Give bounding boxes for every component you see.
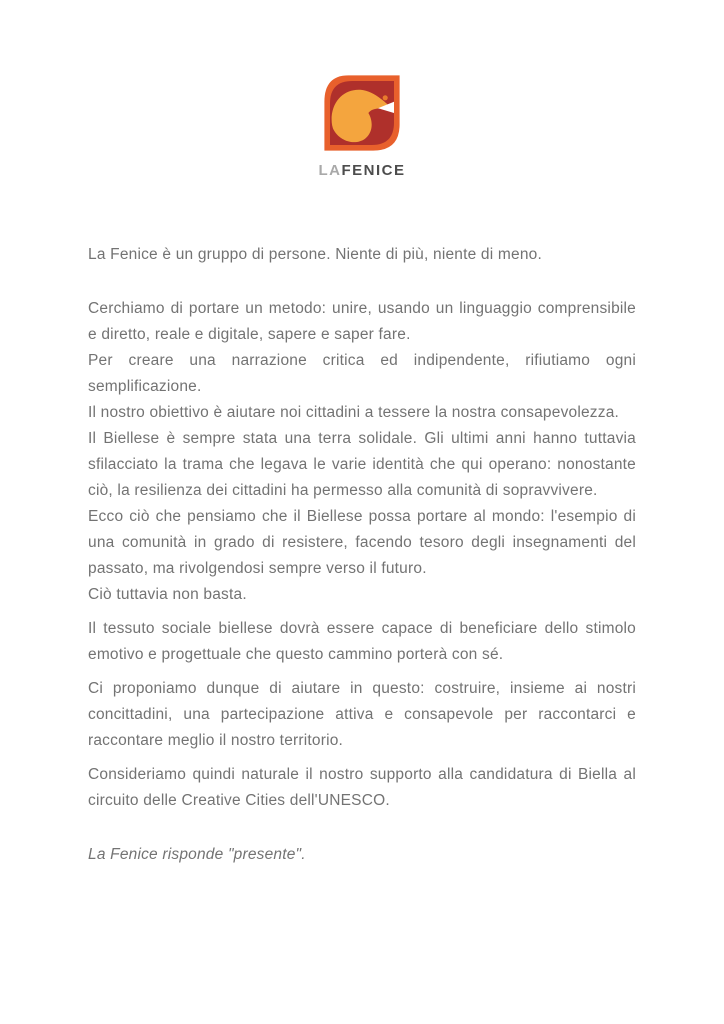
paragraph-tessuto: Il tessuto sociale biellese dovrà essere capace di beneficiare dello stimolo emotivo e progettuale che questo cammino porterà con sé. bbox=[88, 620, 636, 663]
logo bbox=[0, 0, 724, 180]
logo-wordmark-la: LA bbox=[318, 162, 342, 179]
paragraph-unesco: Consideriamo quindi naturale il nostro supporto alla candidatura di Biella al circuito delle Creative Cities dell'UNESCO. bbox=[88, 766, 636, 809]
logo-wordmark-fenice: FENICE bbox=[341, 162, 406, 179]
manifesto-text bbox=[88, 242, 636, 868]
paragraph-esempio: Ecco ciò che pensiamo che il Biellese possa portare al mondo: l'esempio di una comunità in grado di resistere, facendo tesoro degli insegnamenti del passato, ma rivolgendosi sempre verso il futuro. bbox=[88, 508, 636, 577]
paragraph-proponiamo: Ci proponiamo dunque di aiutare in questo: costruire, insieme ai nostri concittadini, una partecipazione attiva e consapevole per raccontarci e raccontare meglio il nostro territorio. bbox=[88, 680, 636, 749]
paragraph-metodo: Cerchiamo di portare un metodo: unire, usando un linguaggio comprensibile e diretto, reale e digitale, sapere e saper fare. bbox=[88, 300, 636, 343]
logo-bird-eye bbox=[383, 95, 388, 100]
paragraph-non-basta: Ciò tuttavia non basta. bbox=[88, 586, 247, 603]
paragraph-obiettivo: Il nostro obiettivo è aiutare noi cittadini a tessere la nostra consapevolezza. bbox=[88, 404, 620, 421]
phoenix-logo-icon bbox=[322, 73, 402, 153]
paragraph-narrazione: Per creare una narrazione critica ed indipendente, rifiutiamo ogni semplificazione. bbox=[88, 352, 636, 395]
paragraph-biellese: Il Biellese è sempre stata una terra solidale. Gli ultimi anni hanno tuttavia sfilacciato la trama che legava le varie identità che qui operano: nonostante ciò, la resilienza dei cittadini ha permesso alla comunità di sopravvivere. bbox=[88, 430, 636, 499]
paragraph-intro: La Fenice è un gruppo di persone. Niente di più, niente di meno. bbox=[88, 246, 542, 263]
logo-wordmark bbox=[318, 162, 405, 180]
paragraph-signature: La Fenice risponde "presente". bbox=[88, 846, 306, 863]
